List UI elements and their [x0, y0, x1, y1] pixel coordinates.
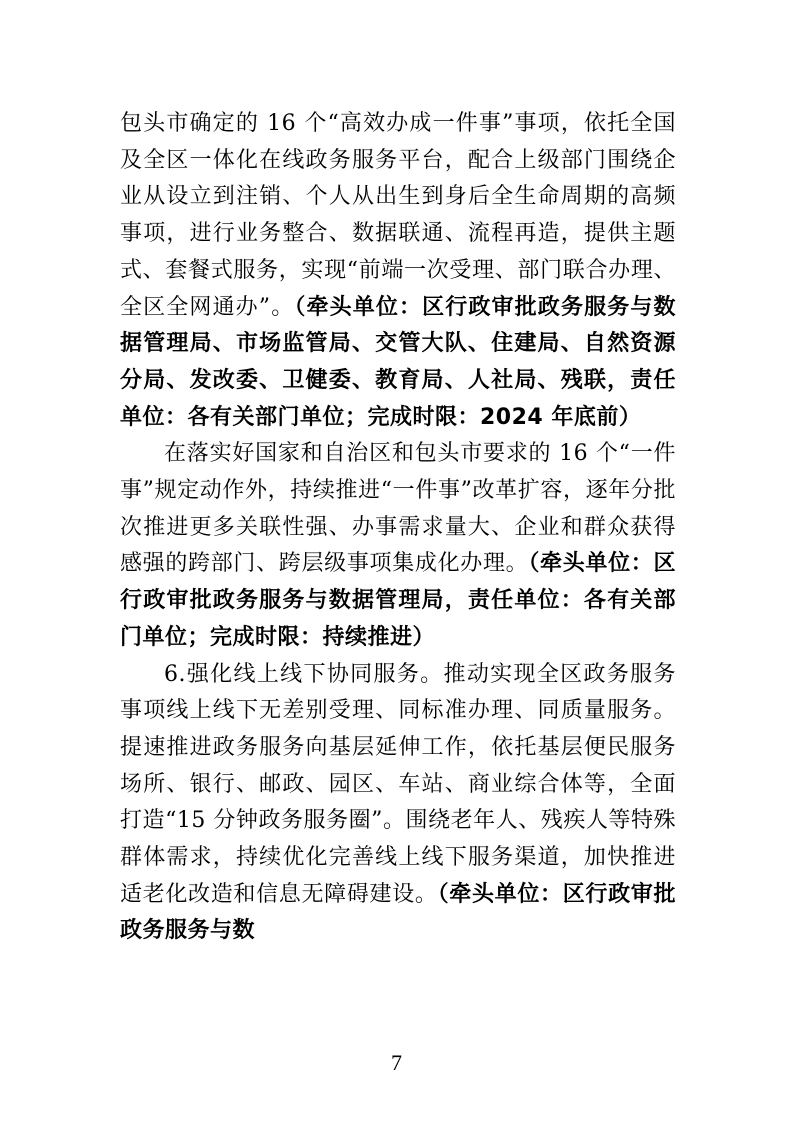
paragraph-text: 在落实好国家和自治区和包头市要求的 16 个“一件事”规定动作外，持续推进“一件事”改革扩容，逐年分批次推进更多关联性强、办事需求量大、企业和群众获得感强的跨部门、跨层级事项集成化办理。 [120, 441, 676, 577]
paragraph-text: 6.强化线上线下协同服务。推动实现全区政务服务事项线上线下无差别受理、同标准办理、同质量服务。提速推进政务服务向基层延伸工作，依托基层便民服务场所、银行、邮政、园区、车站、商业综合体等，全面打造“15 分钟政务服务圈”。围绕老年人、残疾人等特殊群体需求，持续优化完善线上线下服务渠道，加快推进适老化改造和信息无障碍建设。 [120, 661, 676, 907]
paragraph-one-stop-service [120, 106, 676, 436]
paragraph-online-offline-service [120, 657, 676, 951]
document-body [120, 106, 676, 950]
paragraph-reform-expansion [120, 436, 676, 656]
paragraph-responsibility-note: （牵头单位：区行政审批政务服务与数据管理局、市场监管局、交管大队、住建局、自然资源分局、发改委、卫健委、教育局、人社局、残联，责任单位：各有关部门单位；完成时限：2024 年底前） [120, 294, 676, 430]
paragraph-text: 包头市确定的 16 个“高效办成一件事”事项，依托全国及全区一体化在线政务服务平台，配合上级部门围绕企业从设立到注销、个人从出生到身后全生命周期的高频事项，进行业务整合、数据联通、流程再造，提供主题式、套餐式服务，实现“前端一次受理、部门联合办理、全区全网通办”。 [120, 111, 676, 320]
page-number: 7 [391, 1050, 402, 1075]
paragraph-responsibility-note: （牵头单位：区行政审批政务服务与数 [120, 881, 676, 944]
paragraph-responsibility-note: （牵头单位：区行政审批政务服务与数据管理局，责任单位：各有关部门单位；完成时限：持续推进） [120, 551, 676, 650]
